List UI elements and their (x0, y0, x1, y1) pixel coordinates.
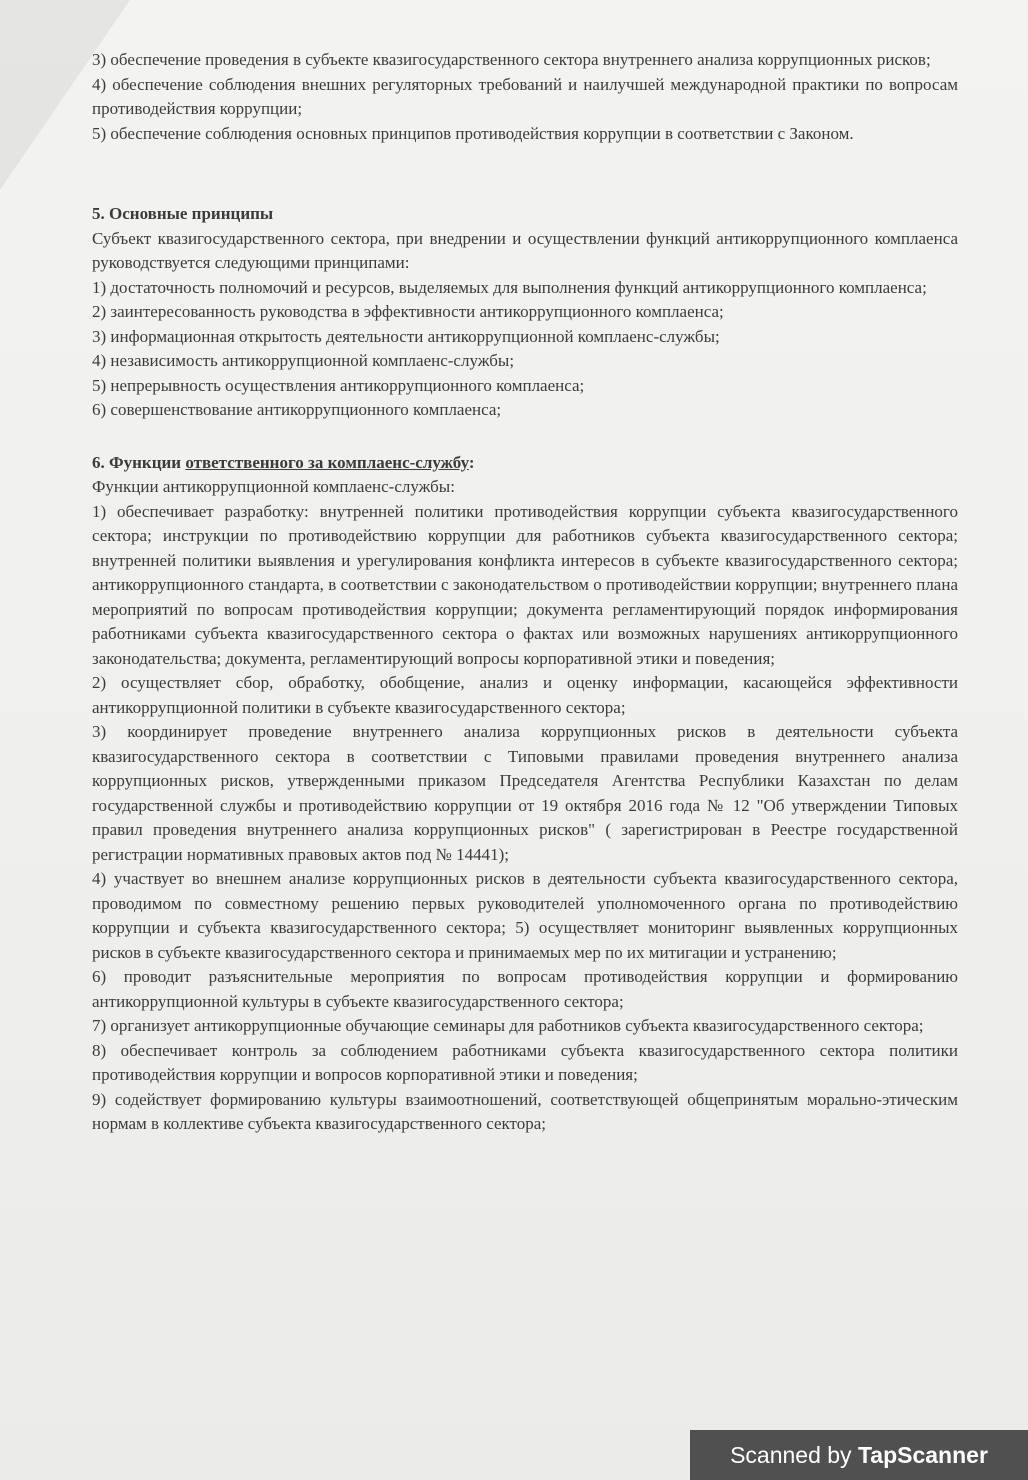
heading-suffix: : (468, 452, 475, 472)
heading-underlined: ответственного за комплаенс-службу (185, 452, 469, 472)
section-heading (92, 451, 958, 476)
list-item: 2) заинтересованность руководства в эффективности антикоррупционного комплаенса; (92, 302, 724, 321)
list-item: 6) проводит разъяснительные мероприятия по вопросам противодействия коррупции и формированию антикоррупционной культуры в субъекте квазигосударственного сектора; (92, 967, 958, 1011)
watermark-brand: TapScanner (857, 1442, 988, 1468)
section-principles (92, 202, 958, 423)
list-item: 1) обеспечивает разработку: внутренней политики противодействия коррупции субъекта квазигосударственного сектора; инструкции по противодействию коррупции для работников субъекта квазигосударственного сектора; внутренней политики выявления и урегулирования конфликта интересов в субъекте квазигосударственного сектора; антикоррупционного стандарта, в соответствии с законодательством о противодействии коррупции; внутреннего плана мероприятий по вопросам противодействия коррупции; документа регламентирующий порядок информирования работниками субъекта квазигосударственного сектора о фактах или возможных нарушениях антикоррупционного законодательства; документа, регламентирующий вопросы корпоративной этики и поведения; (92, 501, 958, 668)
list-item: 3) координирует проведение внутреннего анализа коррупционных рисков в деятельности субъекта квазигосударственного сектора в соответствии с Типовыми правилами проведения внутреннего анализа коррупционных рисков, утвержденными приказом Председателя Агентства Республики Казахстан по делам государственной службы и противодействию коррупции от 19 октября 2016 года № 12 "Об утверждении Типовых правил проведения внутреннего анализа коррупционных рисков" ( зарегистрирован в Реестре государственной регистрации нормативных правовых актов под № 14441); (92, 722, 958, 864)
list-item: 3) обеспечение проведения в субъекте квазигосударственного сектора внутреннего анализа коррупционных рисков; (92, 50, 931, 69)
list-item: 2) осуществляет сбор, обработку, обобщение, анализ и оценку информации, касающейся эффективности антикоррупционной политики в субъекте квазигосударственного сектора; (92, 673, 958, 717)
section-intro: Субъект квазигосударственного сектора, при внедрении и осуществлении функций антикоррупционного комплаенса руководствуется следующими принципами: (92, 228, 958, 272)
list-item: 4) участвует во внешнем анализе коррупционных рисков в деятельности субъекта квазигосударственного сектора, проводимом по совместному решению первых руководителей уполномоченного органа по противодействию коррупции и субъекта квазигосударственного сектора; 5) осуществляет мониторинг выявленных коррупционных рисков в субъекте квазигосударственного сектора и принимаемых мер по их митигации и устранению; (92, 869, 958, 962)
section-functions (92, 451, 958, 1137)
list-item: 7) организует антикоррупционные обучающие семинары для работников субъекта квазигосударственного сектора; (92, 1016, 924, 1035)
list-item: 6) совершенствование антикоррупционного комплаенса; (92, 400, 502, 419)
list-item: 4) обеспечение соблюдения внешних регуляторных требований и наилучшей международной практики по вопросам противодействия коррупции; (92, 74, 958, 118)
section-heading: 5. Основные принципы (92, 204, 274, 223)
list-item: 4) независимость антикоррупционной комплаенс-службы; (92, 351, 515, 370)
section-intro: Функции антикоррупционной комплаенс-службы: (92, 477, 455, 496)
list-item: 8) обеспечивает контроль за соблюдением работниками субъекта квазигосударственного сектора политики противодействия коррупции и вопросов корпоративной этики и поведения; (92, 1040, 958, 1084)
list-item: 9) содействует формированию культуры взаимоотношений, соответствующей общепринятым морально-этическим нормам в коллективе субъекта квазигосударственного сектора; (92, 1089, 958, 1133)
watermark-prefix: Scanned by (730, 1442, 858, 1468)
list-item: 1) достаточность полномочий и ресурсов, выделяемых для выполнения функций антикоррупционного комплаенса; (92, 277, 927, 297)
top-list (92, 48, 958, 146)
scanner-watermark (690, 1430, 1028, 1480)
list-item: 5) обеспечение соблюдения основных принципов противодействия коррупции в соответствии с Законом. (92, 123, 854, 143)
heading-prefix: 6. Функции (92, 452, 186, 472)
list-item: 3) информационная открытость деятельности антикоррупционной комплаенс-службы; (92, 326, 720, 346)
list-item: 5) непрерывность осуществления антикоррупционного комплаенса; (92, 375, 585, 395)
document-body (92, 48, 958, 1137)
